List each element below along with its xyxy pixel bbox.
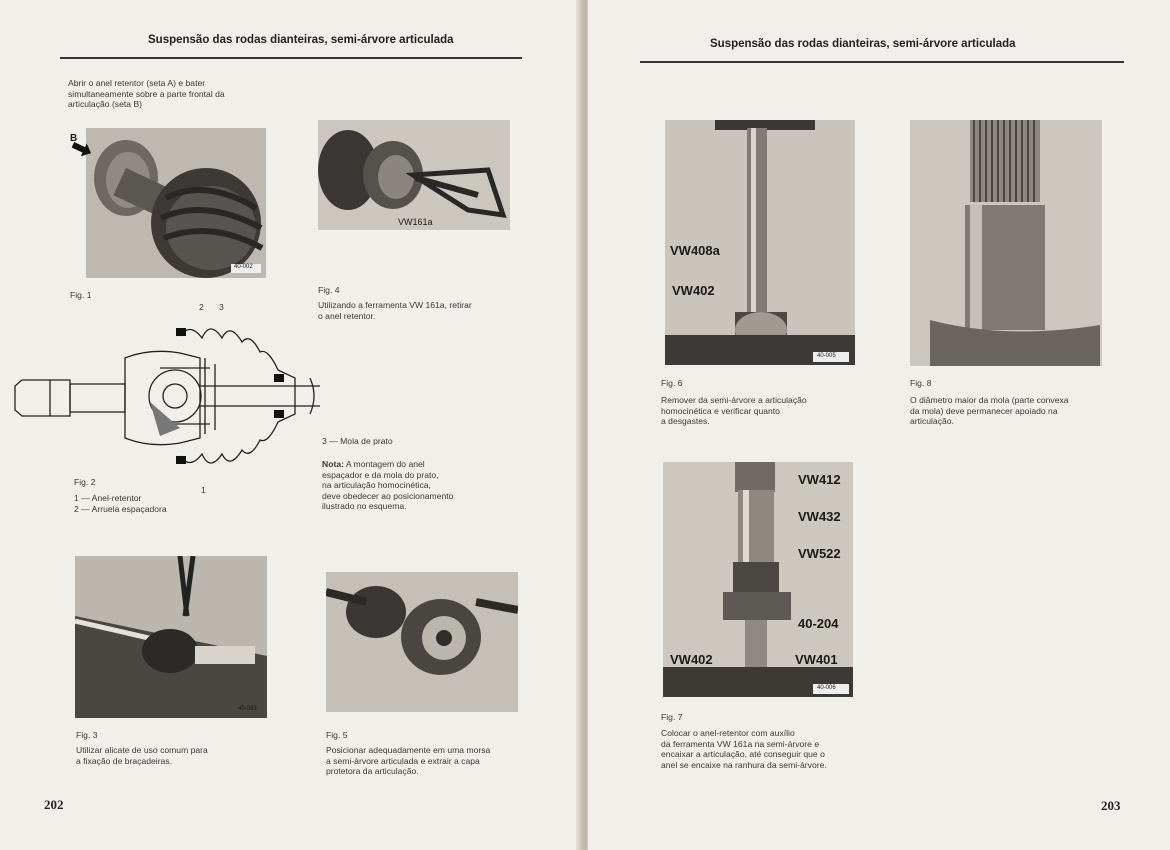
note-line: na articulação homocinética, [322,480,431,490]
fig5-line: Posicionar adequadamente em uma morsa [326,745,491,755]
fig3-plate: 40-093 [238,706,257,712]
note-line: espaçador e da mola do prato, [322,469,439,480]
legend-item: 2 — Arruela espaçadora [74,503,167,514]
page-header: Suspensão das rodas dianteiras, semi-árvore articulada [710,38,1016,50]
note-line: ilustrado no esquema. [322,501,407,511]
fig1-photo [86,128,266,278]
intro-line: articulação (seta B) [68,99,143,109]
fig8-line: da mola) deve permanecer apoiado na [910,405,1058,416]
fig2-callout: 1 [201,485,206,495]
fig7-line: anel se encaixe na ranhura da semi-árvore. [661,759,827,770]
intro-line: Abrir o anel retentor (seta A) e bater [68,78,206,88]
fig7-label: VW412 [798,472,841,487]
fig4-line: Utilizando a ferramenta VW 161a, retirar [318,300,472,310]
fig7-line: encaixar a articulação, até conseguir que o [661,749,825,759]
fig4-photo [318,120,510,230]
note-label: Nota: [322,459,344,469]
fig3-line: Utilizar alicate de uso comum para [76,745,208,755]
fig6-caption: Fig. 6 [661,378,683,388]
legend-item: 1 — Anel-retentor [74,493,142,503]
fig2-callout: 2 [199,302,204,312]
fig3-text [76,745,276,766]
fig5-text [326,745,546,777]
fig6-text [661,395,861,427]
fig4-tool-label: VW161a [398,217,433,227]
header-rule [60,57,522,59]
arrow-icon [70,142,94,158]
fig7-label: VW522 [798,546,841,561]
fig2-callout: 3 [219,302,224,312]
fig5-caption: Fig. 5 [326,730,348,740]
fig1-caption: Fig. 1 [70,290,92,300]
fig5-line: protetora da articulação. [326,766,419,776]
fig1-arrow-label: B [70,133,78,144]
fig3-line: a fixação de braçadeiras. [76,755,173,766]
fig7-label: VW402 [670,652,713,667]
fig2-legend [74,493,274,514]
fig7-plate: 40-006 [817,685,836,691]
fig2-diagram [10,298,330,503]
fig7-label: VW432 [798,509,841,524]
intro-text [68,78,278,110]
fig5-line: a semi-árvore articulada e extrair a capa [326,755,480,766]
note-line: A montagem do anel [345,459,425,469]
page-number: 202 [44,797,64,812]
fig6-line: a desgastes. [661,416,710,426]
fig7-caption: Fig. 7 [661,712,683,722]
fig8-text [910,395,1120,427]
intro-line: simultaneamente sobre a parte frontal da [68,88,225,99]
page-number: 203 [1101,798,1121,813]
fig3-photo [75,556,267,718]
fig4-caption: Fig. 4 [318,285,340,295]
fig7-label: VW401 [795,652,838,667]
fig6-line: Remover da semi-árvore a articulação [661,395,807,405]
note-block [322,459,502,512]
header-rule [640,61,1124,63]
fig8-line: O diâmetro maior da mola (parte convexa [910,395,1069,405]
fig7-line: Colocar o anel-retentor com auxílio [661,728,795,738]
fig8-caption: Fig. 8 [910,378,932,388]
fig6-label: VW408a [670,243,720,258]
fig2-caption: Fig. 2 [74,477,96,487]
fig7-label: 40-204 [798,616,839,631]
page-header: Suspensão das rodas dianteiras, semi-árvore articulada [148,34,454,46]
left-page [0,0,582,850]
fig4-text [318,300,518,321]
fig7-text [661,728,881,770]
fig6-plate: 40-005 [817,353,836,359]
fig7-line: da ferramenta VW 161a na semi-árvore e [661,738,820,749]
fig8-photo [910,120,1102,366]
fig3-caption: Fig. 3 [76,730,98,740]
fig6-label: VW402 [672,283,715,298]
right-page [588,0,1170,850]
note-line: deve obedecer ao posicionamento [322,490,454,501]
fig1-plate: 40-002 [234,264,253,270]
fig4-line: o anel retentor. [318,310,376,321]
fig5-photo [326,572,518,712]
fig8-line: articulação. [910,416,954,426]
fig6-line: homocinética e verificar quanto [661,405,780,416]
note-item: 3 — Mola de prato [322,436,393,446]
